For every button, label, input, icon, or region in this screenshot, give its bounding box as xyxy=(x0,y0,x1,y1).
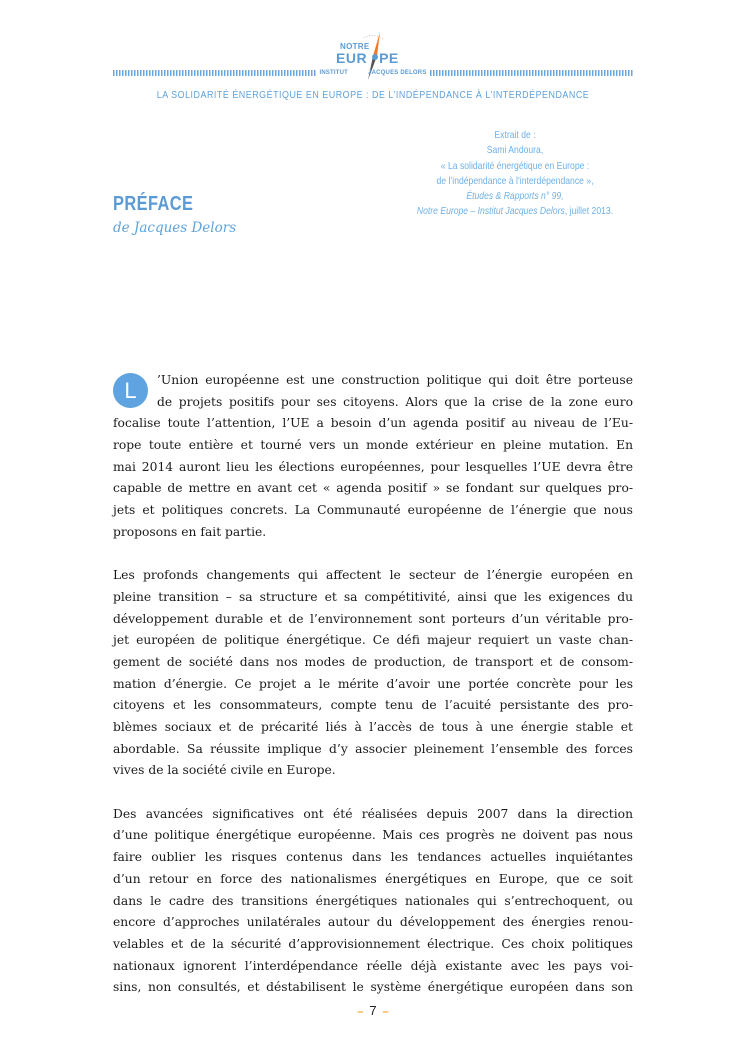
text-line: dans le cadre des transitions énergétiques nationales qui s’entrechoquent, ou xyxy=(113,893,633,908)
text-line: nationaux ignorent l’interdépendance réelle déjà existante avec les pays voi- xyxy=(113,958,633,973)
text-line: ’Union européenne est une construction politique qui doit être porteuse xyxy=(157,373,633,387)
logo-institut-text: INSTITUT xyxy=(319,69,349,76)
logo-europe-text: EUR PE xyxy=(336,50,399,66)
text-line: mation d’énergie. Ce projet a le mérite d’avoir une portée concrète pour les xyxy=(113,676,633,691)
text-line: focalise toute l’attention, l’UE a besoin d’un agenda positif au niveau de l’Eu- xyxy=(113,416,633,431)
page-footer xyxy=(0,1003,746,1018)
citation-series: Études & Rapports n° 99, xyxy=(466,190,564,203)
paragraph-3 xyxy=(113,804,633,999)
text-line: capable de mettre en avant cet « agenda positif » se fondant sur quelques pro- xyxy=(113,481,633,496)
text-line: blèmes sociaux et de précarité liés à l’accès de tous à une énergie stable et xyxy=(113,720,633,734)
text-line: mai 2014 auront lieu les élections européennes, pour lesquelles l’UE devra être xyxy=(113,459,633,474)
citation-line: Extrait de : xyxy=(494,129,536,141)
text-line: rope toute entière et tourné vers un monde extérieur en pleine mutation. En xyxy=(113,438,633,453)
text-line: jet européen de politique énergétique. Ce défi majeur requiert un vaste chan- xyxy=(113,633,633,648)
text-line: sins, non consultés, et déstabilisent le système énergétique européen dans son xyxy=(113,980,633,995)
text-line: pleine transition – sa structure et sa compétitivité, ainsi que les exigences du xyxy=(113,589,633,604)
citation-author: Sami Andoura, xyxy=(486,144,544,157)
text-line: vives de la société civile en Europe. xyxy=(113,763,336,778)
paragraph-1 xyxy=(113,370,633,544)
text-line: proposons en fait partie. xyxy=(113,524,267,539)
text-line: citoyens et les consommateurs, compte tenu de l’acuité persistante des pro- xyxy=(113,698,633,713)
footer-dash-right-icon: – xyxy=(382,1006,389,1018)
text-line: abordable. Sa réussite implique d’y associer pleinement l’ensemble des forces xyxy=(113,741,633,756)
text-line: velables et de la sécurité d’approvisionnement électrique. Ces choix politiques xyxy=(113,936,633,951)
text-line: d’une politique énergétique européenne. Mais ces progrès ne doivent pas nous xyxy=(113,828,633,843)
text-line: Les profonds changements qui affectent le secteur de l’énergie européen en xyxy=(113,568,633,583)
running-title: LA SOLIDARITÉ ÉNERGÉTIQUE EN EUROPE : DE L’INDÉPENDANCE À L’INTERDÉPENDANCE xyxy=(156,89,590,101)
citation-block xyxy=(417,128,614,220)
page-number: 7 xyxy=(369,1003,377,1018)
hatch-right xyxy=(430,70,633,76)
page-title: PRÉFACE xyxy=(113,193,194,215)
text-line: d’un retour en force des nationalismes énergétiques en Europe, que ce soit xyxy=(113,871,633,886)
text-line: gement de société dans nos modes de production, de transport et de consom- xyxy=(113,654,633,669)
paragraph-2 xyxy=(113,565,633,782)
page-subtitle: de Jacques Delors xyxy=(113,220,237,236)
logo-delors-text: JACQUES DELORS xyxy=(368,69,427,76)
citation-publisher: Notre Europe – Institut Jacques Delors, juillet 2013. xyxy=(416,205,614,218)
text-line: développement durable et de l’environnement sont porteurs d’un véritable pro- xyxy=(113,611,633,626)
citation-line: « La solidarité énergétique en Europe : xyxy=(440,159,590,172)
footer-dash-left-icon: – xyxy=(357,1006,364,1018)
hatch-left xyxy=(113,70,316,76)
body-text xyxy=(113,370,633,999)
drop-cap: L xyxy=(113,373,148,408)
text-line: Des avancées significatives ont été réalisées depuis 2007 dans la direction xyxy=(113,806,633,821)
logo-notre-text: NOTRE xyxy=(340,42,370,51)
text-line: de projets positifs pour ses citoyens. Alors que la crise de la zone euro xyxy=(157,394,633,409)
citation-line: de l’indépendance à l’interdépendance », xyxy=(436,174,594,187)
text-line: jets et politiques concrets. La Communauté européenne de l’énergie que nous xyxy=(113,503,633,518)
text-line: encore d’approches unilatérales autour du développement des énergies renou- xyxy=(113,915,633,930)
text-line: faire oublier les risques contenus dans les tendances actuelles inquiétantes xyxy=(113,850,633,865)
header-hatch-bar xyxy=(113,69,633,76)
